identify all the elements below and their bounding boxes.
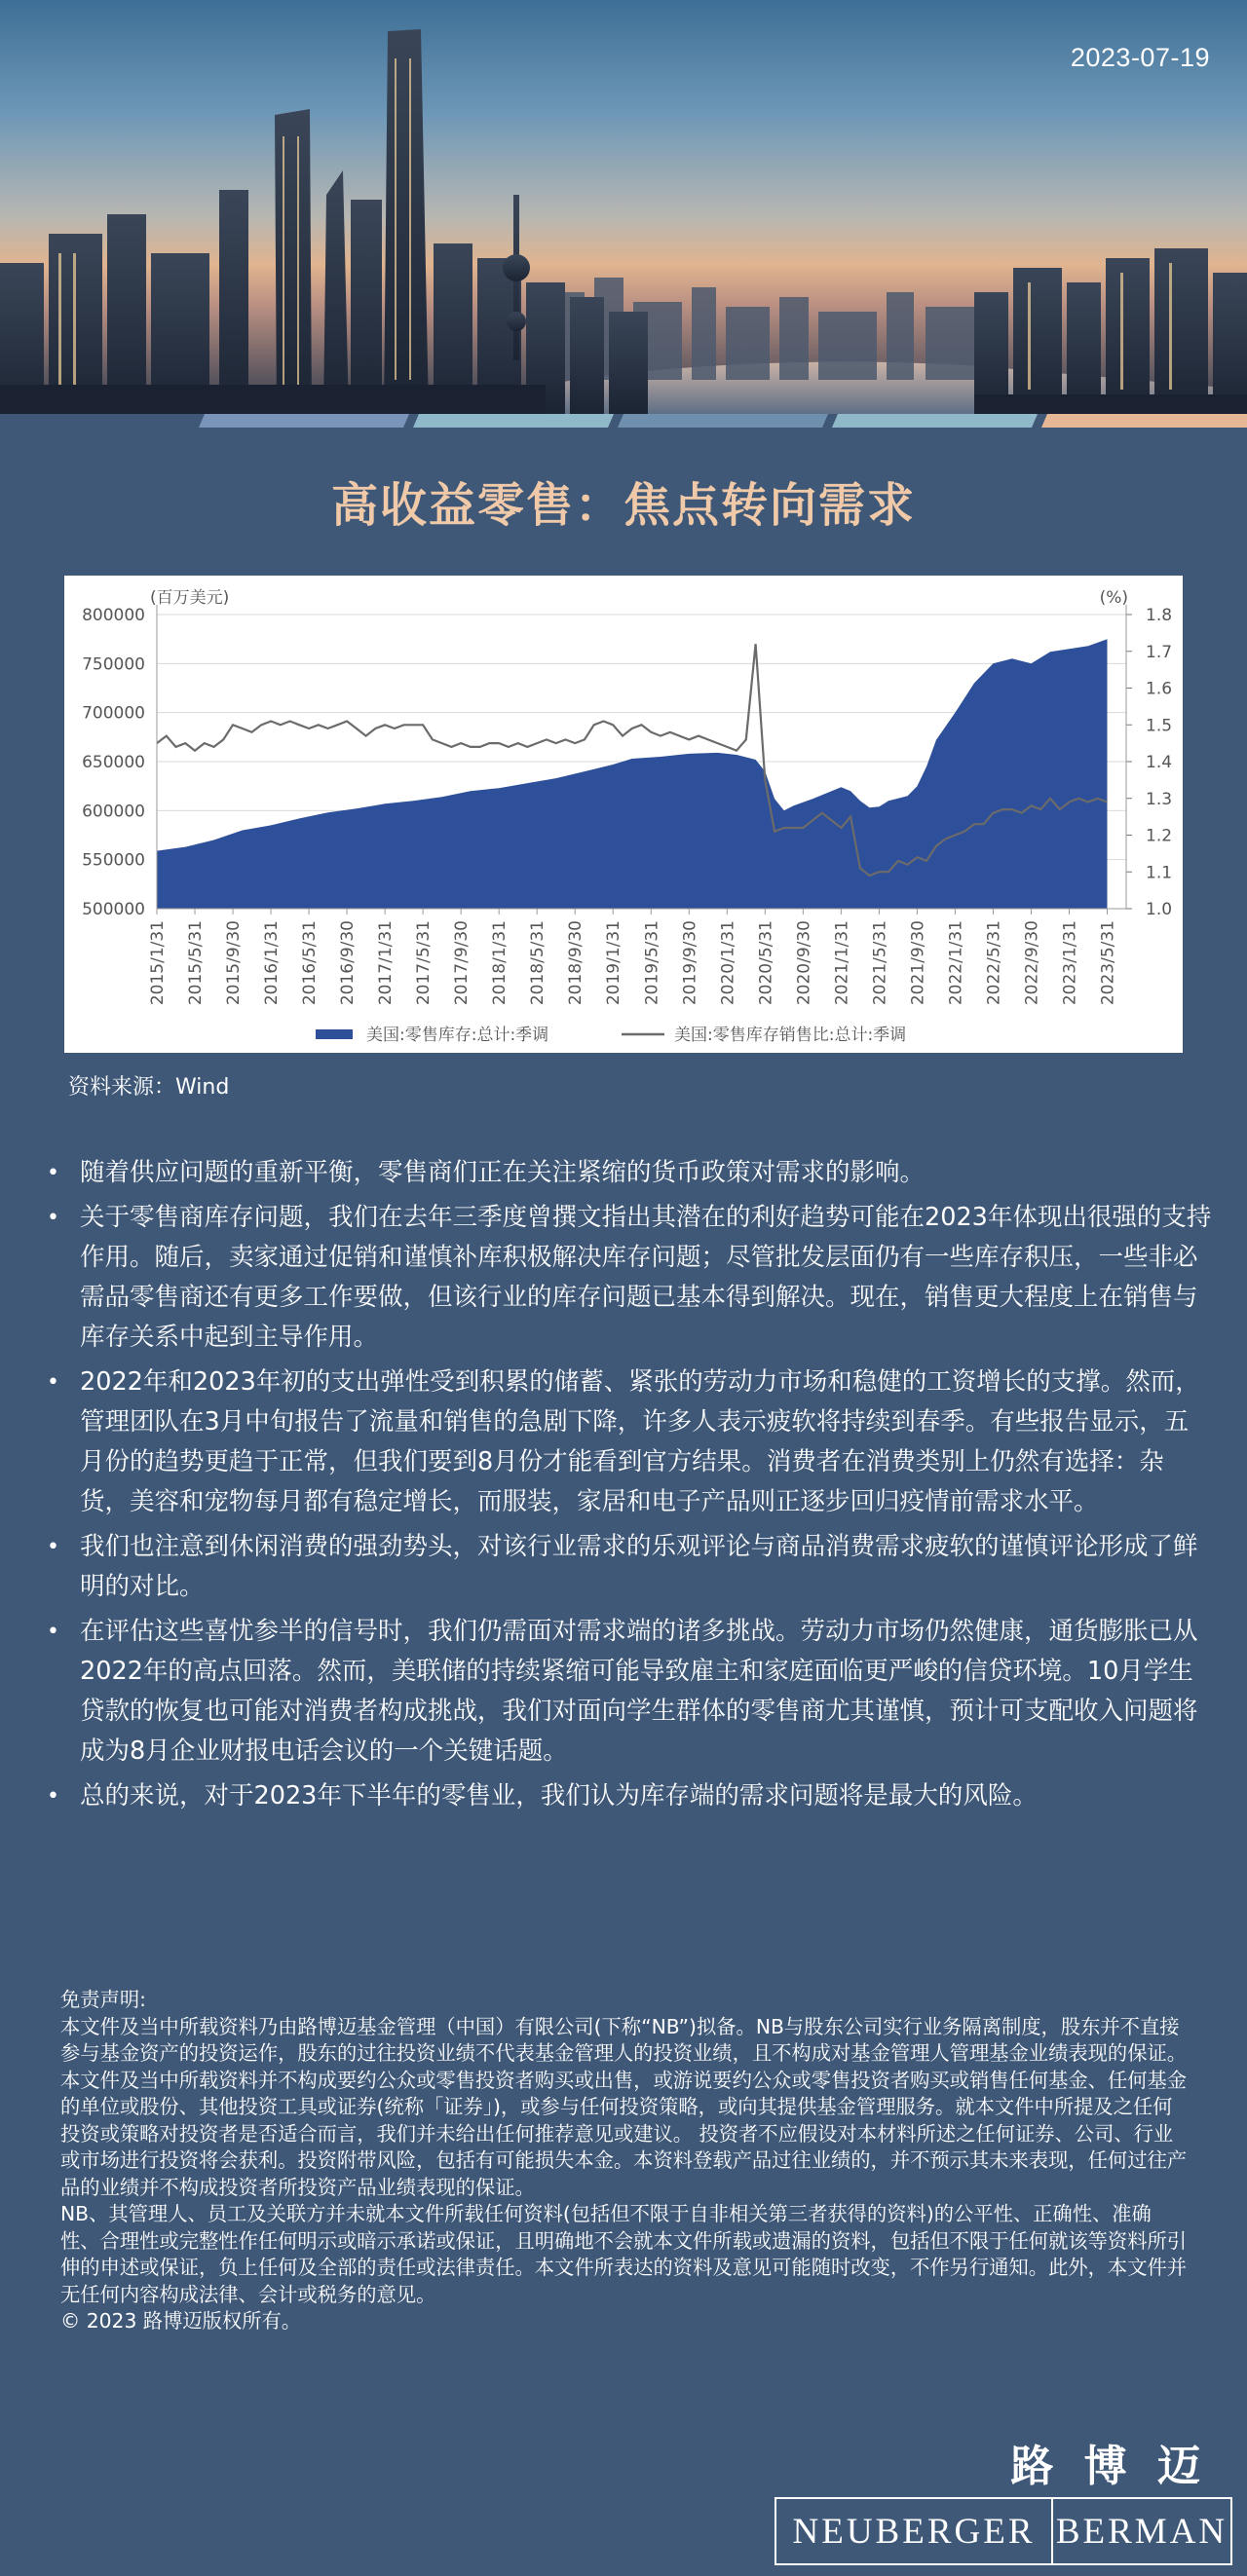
- logo-chinese: 路 博 迈: [1010, 2442, 1208, 2491]
- stripe-4: [832, 414, 1038, 428]
- x-tick-label: 2018/1/31: [490, 920, 510, 1006]
- stripe-5: [1041, 414, 1247, 428]
- page-title: 高收益零售：焦点转向需求: [330, 478, 916, 533]
- decorative-stripes: [0, 414, 1247, 428]
- bullet-text: 在评估这些喜忧参半的信号时，我们仍需面对需求端的诸多挑战。劳动力市场仍然健康，通货膨胀已从2022年的高点回落。然而，美联储的持续紧缩可能导致雇主和家庭面临更严峻的信贷环境。10月学生贷款的恢复也可能对消费者构成挑战，我们对面向学生群体的零售商尤其谨慎，预计可支配收入问题将成为8月企业财报电话会议的一个关键话题。: [80, 1617, 1198, 1766]
- bullet-item: [39, 1527, 1213, 1607]
- disclaimer-paragraph-1: 本文件及当中所载资料乃由路博迈基金管理（中国）有限公司(下称“NB”)拟备。NB与股东公司实行业务隔离制度，股东并不直接参与基金资产的投资运作，股东的过往投资业绩不代表基金管理人的投资业绩，且不构成对基金管理人管理基金业绩表现的保证。本文件及当中所载资料并不构成要约公众或零售投资者购买或出售，或游说要约公众或零售投资者购买或销售任何基金、任何基金的单位或股份、其他投资工具或证券(统称「证券」)，或参与任何投资策略，或向其提供基金管理服务。就本文件中所提及之任何投资或策略对投资者是否适合而言，我们并未给出任何推荐意见或建议。 投资者不应假设对本材料所述之任何证券、公司、行业或市场进行投资将会获利。投资附带风险，包括有可能损失本金。本资料登载产品过往业绩的，并不预示其未来表现，任何过往产品的业绩并不构成投资者所投资产品业绩表现的保证。: [60, 2014, 1188, 2199]
- bullet-text: 关于零售商库存问题，我们在去年三季度曾撰文指出其潜在的利好趋势可能在2023年体现出很强的支持作用。随后，卖家通过促销和谨慎补库积极解决库存问题；尽管批发层面仍有一些库存积压，一些非必需品零售商还有更多工作要做，但该行业的库存问题已基本得到解决。现在，销售更大程度上在销售与库存关系中起到主导作用。: [80, 1203, 1212, 1352]
- report-date: 2023-07-19: [1070, 43, 1210, 72]
- disclaimer-heading: 免责声明:: [60, 1988, 146, 2011]
- bullet-text: 随着供应问题的重新平衡，零售商们正在关注紧缩的货币政策对需求的影响。: [80, 1158, 926, 1187]
- y-right-tick-label: 1.4: [1146, 753, 1173, 772]
- bullet-dot-icon: •: [47, 1206, 59, 1230]
- chart-legend: [316, 1026, 906, 1045]
- legend-label-area: 美国:零售库存:总计:季调: [366, 1026, 549, 1045]
- y-axis-right-unit: (%): [1099, 588, 1128, 608]
- y-axis-left-unit: (百万美元): [150, 588, 230, 608]
- bullet-item: [39, 1153, 1213, 1193]
- y-right-tick-label: 1.0: [1146, 900, 1173, 919]
- y-right-tick-label: 1.7: [1146, 642, 1173, 662]
- copyright: © 2023 路博迈版权所有。: [60, 2309, 302, 2333]
- bullet-text: 我们也注意到休闲消费的强劲势头，对该行业需求的乐观评论与商品消费需求疲软的谨慎评论形成了鲜明的对比。: [80, 1532, 1198, 1601]
- logo-neuberger-berman: [775, 2497, 1232, 2565]
- bullet-dot-icon: •: [47, 1370, 59, 1395]
- bullet-text: 总的来说，对于2023年下半年的零售业，我们认为库存端的需求问题将是最大的风险。: [80, 1781, 1038, 1811]
- y-right-tick-label: 1.3: [1146, 789, 1173, 809]
- key-points-list: [39, 1153, 1213, 1821]
- x-tick-label: 2016/1/31: [262, 920, 283, 1006]
- x-tick-label: 2017/1/31: [376, 920, 397, 1006]
- y-left-tick-label: 600000: [82, 802, 145, 822]
- x-tick-label: 2022/9/30: [1022, 920, 1042, 1006]
- x-tick-label: 2023/1/31: [1060, 920, 1080, 1006]
- retail-inventory-chart: [64, 576, 1183, 1053]
- x-tick-label: 2020/5/31: [756, 920, 776, 1006]
- chart-source: 资料来源：Wind: [68, 1075, 230, 1100]
- bullet-item: [39, 1612, 1213, 1772]
- y-axis-right: [1126, 605, 1172, 919]
- disclaimer-paragraph-2: NB、其管理人、员工及关联方并未就本文件所载任何资料(包括但不限于自非相关第三者获得的资料)的公平性、正确性、准确性、合理性或完整性作任何明示或暗示承诺或保证，且明确地不会就本文件所载或遗漏的资料，包括但不限于任何就该等资料所引伸的申述或保证，负上任何及全部的责任或法律责任。本文件所表达的资料及意见可能随时改变，不作另行通知。此外，本文件并无任何内容构成法律、会计或税务的意见。: [60, 2202, 1188, 2306]
- bullet-item: [39, 1363, 1213, 1522]
- legend-swatch-area: [316, 1029, 353, 1039]
- x-tick-label: 2023/5/31: [1098, 920, 1118, 1006]
- x-tick-label: 2019/5/31: [642, 920, 662, 1006]
- x-tick-label: 2021/5/31: [870, 920, 890, 1006]
- x-tick-label: 2015/5/31: [186, 920, 207, 1006]
- chart-card: [64, 576, 1183, 1053]
- x-tick-label: 2017/5/31: [414, 920, 435, 1006]
- x-tick-label: 2016/5/31: [300, 920, 321, 1006]
- x-tick-label: 2016/9/30: [338, 920, 359, 1006]
- bullet-item: [39, 1198, 1213, 1358]
- y-left-tick-label: 550000: [82, 850, 145, 871]
- x-tick-label: 2019/9/30: [680, 920, 700, 1006]
- x-tick-label: 2018/9/30: [566, 920, 586, 1006]
- stripe-3: [618, 414, 828, 428]
- legend-label-line: 美国:零售库存销售比:总计:季调: [674, 1026, 907, 1045]
- y-axis-left: [82, 605, 157, 919]
- y-right-tick-label: 1.6: [1146, 679, 1173, 699]
- x-tick-label: 2015/1/31: [148, 920, 168, 1006]
- y-right-tick-label: 1.8: [1146, 606, 1173, 625]
- x-tick-label: 2017/9/30: [452, 920, 472, 1006]
- y-right-tick-label: 1.1: [1146, 863, 1173, 883]
- y-right-tick-label: 1.5: [1146, 716, 1173, 736]
- logo-word-neuberger: NEUBERGER: [792, 2511, 1036, 2552]
- stripe-1: [199, 414, 409, 428]
- bullet-dot-icon: •: [47, 1620, 59, 1644]
- x-tick-label: 2021/9/30: [908, 920, 928, 1006]
- x-axis: [148, 909, 1126, 1005]
- y-left-tick-label: 500000: [82, 900, 145, 919]
- bullet-item: [39, 1776, 1213, 1816]
- y-left-tick-label: 750000: [82, 654, 145, 675]
- stripe-2: [413, 414, 614, 428]
- bullet-text: 2022年和2023年初的支出弹性受到积累的储蓄、紧张的劳动力市场和稳健的工资增长的支撑。然而，管理团队在3月中旬报告了流量和销售的急剧下降，许多人表示疲软将持续到春季。有些报告显示，五月份的趋势更趋于正常，但我们要到8月份才能看到官方结果。消费者在消费类别上仍然有选择：杂货，美容和宠物每月都有稳定增长，而服装，家居和电子产品则正逐步回归疫情前需求水平。: [80, 1367, 1200, 1516]
- y-left-tick-label: 700000: [82, 703, 145, 724]
- city-skyline-image: [0, 0, 1247, 414]
- bullet-dot-icon: •: [47, 1784, 59, 1809]
- hero-banner: [0, 0, 1247, 414]
- disclaimer: [60, 1987, 1190, 2335]
- x-tick-label: 2015/9/30: [224, 920, 245, 1006]
- logo-word-berman: BERMAN: [1055, 2511, 1228, 2552]
- x-tick-label: 2020/9/30: [794, 920, 814, 1006]
- x-tick-label: 2022/1/31: [946, 920, 966, 1006]
- x-tick-label: 2020/1/31: [718, 920, 738, 1006]
- bullet-dot-icon: •: [47, 1535, 59, 1559]
- y-left-tick-label: 650000: [82, 753, 145, 772]
- bullet-dot-icon: •: [47, 1161, 59, 1185]
- series-area-retail-inventory: [157, 639, 1108, 909]
- x-tick-label: 2018/5/31: [528, 920, 548, 1006]
- y-left-tick-label: 800000: [82, 606, 145, 625]
- y-right-tick-label: 1.2: [1146, 826, 1173, 846]
- x-tick-label: 2019/1/31: [604, 920, 624, 1006]
- x-tick-label: 2021/1/31: [832, 920, 852, 1006]
- x-tick-label: 2022/5/31: [984, 920, 1004, 1006]
